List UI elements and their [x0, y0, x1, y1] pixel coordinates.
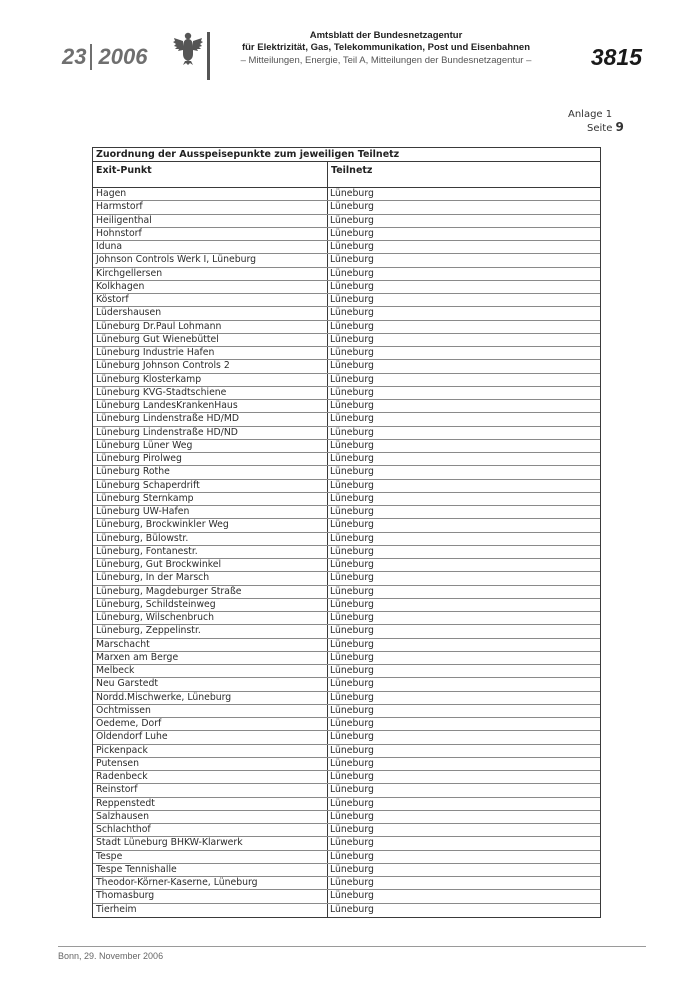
teilnetz-cell: Lüneburg — [330, 280, 374, 292]
exit-point-cell: Lüneburg, Magdeburger Straße — [93, 586, 328, 598]
table-row — [93, 586, 600, 599]
table-row — [93, 864, 600, 877]
table-row — [93, 360, 600, 373]
table-row — [93, 811, 600, 824]
exit-point-cell: Hagen — [93, 188, 328, 200]
teilnetz-cell: Lüneburg — [330, 757, 374, 769]
table-row — [93, 705, 600, 718]
page-number: 3815 — [590, 44, 642, 70]
exit-point-cell: Neu Garstedt — [93, 678, 328, 690]
table-row — [93, 877, 600, 890]
journal-title-line2: für Elektrizität, Gas, Telekommunikation, Post und Eisenbahnen — [241, 42, 531, 53]
teilnetz-cell: Lüneburg — [330, 479, 374, 491]
exit-point-cell: Lüneburg UW-Hafen — [93, 506, 328, 518]
teilnetz-cell: Lüneburg — [330, 797, 374, 809]
teilnetz-cell: Lüneburg — [330, 731, 374, 743]
teilnetz-cell: Lüneburg — [330, 519, 374, 531]
teilnetz-cell: Lüneburg — [330, 824, 374, 835]
teilnetz-cell: Lüneburg — [330, 665, 374, 676]
teilnetz-cell: Lüneburg — [330, 254, 374, 266]
table-row — [93, 678, 600, 691]
issue-year: 2006 — [98, 44, 148, 69]
teilnetz-cell: Lüneburg — [330, 691, 374, 703]
federal-eagle-icon — [172, 30, 204, 66]
teilnetz-cell: Lüneburg — [330, 506, 374, 517]
teilnetz-cell: Lüneburg — [330, 850, 374, 862]
exit-point-cell: Harmstorf — [93, 201, 328, 213]
table-row — [93, 599, 600, 612]
table-row — [93, 824, 600, 837]
table-row — [93, 625, 600, 638]
exit-point-cell: Lüneburg Industrie Hafen — [93, 347, 328, 359]
teilnetz-cell: Lüneburg — [330, 718, 374, 729]
issue-separator — [90, 44, 92, 70]
table-row — [93, 413, 600, 426]
table-row — [93, 572, 600, 585]
table-row — [93, 559, 600, 572]
teilnetz-cell: Lüneburg — [330, 492, 374, 504]
journal-title — [226, 30, 546, 67]
table-title: Zuordnung der Ausspeisepunkte zum jeweiligen Teilnetz — [93, 148, 600, 162]
table-row — [93, 228, 600, 241]
teilnetz-cell: Lüneburg — [330, 837, 374, 849]
table-row — [93, 665, 600, 678]
annex-page-label: Seite — [587, 123, 613, 134]
issue-number: 23 — [62, 44, 87, 69]
exit-point-cell: Lüneburg Gut Wienebüttel — [93, 334, 328, 346]
teilnetz-cell: Lüneburg — [330, 320, 374, 332]
table-row — [93, 294, 600, 307]
table-row — [93, 254, 600, 267]
teilnetz-cell: Lüneburg — [330, 625, 374, 637]
exit-point-cell: Ochtmissen — [93, 705, 328, 717]
exit-point-cell: Lüneburg Klosterkamp — [93, 374, 328, 386]
teilnetz-cell: Lüneburg — [330, 810, 374, 822]
table-row — [93, 784, 600, 797]
teilnetz-cell: Lüneburg — [330, 598, 374, 610]
exit-point-cell: Marxen am Berge — [93, 652, 328, 664]
table-row — [93, 533, 600, 546]
teilnetz-cell: Lüneburg — [330, 784, 374, 796]
teilnetz-cell: Lüneburg — [330, 678, 374, 690]
table-row — [93, 427, 600, 440]
exit-point-cell: Salzhausen — [93, 811, 328, 823]
exit-point-cell: Reinstorf — [93, 784, 328, 796]
table-row — [93, 493, 600, 506]
teilnetz-cell: Lüneburg — [330, 744, 374, 756]
table-row — [93, 546, 600, 559]
exit-point-cell: Kirchgellersen — [93, 268, 328, 280]
table-row — [93, 851, 600, 864]
table-row — [93, 453, 600, 466]
teilnetz-cell: Lüneburg — [330, 267, 374, 279]
exit-point-cell: Theodor-Körner-Kaserne, Lüneburg — [93, 877, 328, 889]
exit-point-cell: Lüneburg, In der Marsch — [93, 572, 328, 584]
table-row — [93, 334, 600, 347]
table-row — [93, 466, 600, 479]
table-row — [93, 307, 600, 320]
table-row — [93, 745, 600, 758]
teilnetz-cell: Lüneburg — [330, 638, 374, 650]
teilnetz-cell: Lüneburg — [330, 890, 374, 902]
exit-point-cell: Lüneburg, Wilschenbruch — [93, 612, 328, 624]
exit-point-cell: Tespe — [93, 851, 328, 863]
table-row — [93, 837, 600, 850]
teilnetz-cell: Lüneburg — [330, 903, 374, 915]
teilnetz-cell: Lüneburg — [330, 439, 374, 451]
exit-point-cell: Lüneburg Schaperdrift — [93, 480, 328, 492]
table-row — [93, 718, 600, 731]
exit-point-cell: Lüneburg Johnson Controls 2 — [93, 360, 328, 372]
table-row — [93, 321, 600, 334]
exit-point-cell: Lüneburg, Bülowstr. — [93, 533, 328, 545]
teilnetz-cell: Lüneburg — [330, 545, 374, 557]
exit-point-cell: Lüneburg Rothe — [93, 466, 328, 478]
teilnetz-cell: Lüneburg — [330, 347, 374, 358]
exit-point-cell: Oedeme, Dorf — [93, 718, 328, 730]
exit-point-cell: Nordd.Mischwerke, Lüneburg — [93, 692, 328, 704]
table-row — [93, 188, 600, 201]
teilnetz-cell: Lüneburg — [330, 227, 374, 239]
exit-point-cell: Hohnstorf — [93, 228, 328, 240]
exit-point-cell: Lüneburg Lindenstraße HD/ND — [93, 427, 328, 439]
exit-point-cell: Lüneburg LandesKrankenHaus — [93, 400, 328, 412]
exit-point-cell: Lüneburg Dr.Paul Lohmann — [93, 321, 328, 333]
teilnetz-cell: Lüneburg — [330, 612, 374, 623]
exit-point-cell: Iduna — [93, 241, 328, 253]
teilnetz-cell: Lüneburg — [330, 201, 374, 213]
teilnetz-cell: Lüneburg — [330, 294, 374, 305]
teilnetz-cell: Lüneburg — [330, 333, 374, 345]
table-row — [93, 904, 600, 917]
teilnetz-cell: Lüneburg — [330, 532, 374, 544]
teilnetz-cell: Lüneburg — [330, 214, 374, 226]
table-row — [93, 639, 600, 652]
table-header-row — [93, 162, 600, 188]
annex-label: Anlage 1 — [568, 109, 613, 120]
teilnetz-cell: Lüneburg — [330, 877, 374, 888]
exit-point-cell: Schlachthof — [93, 824, 328, 836]
table-row — [93, 771, 600, 784]
teilnetz-cell: Lüneburg — [330, 400, 374, 411]
teilnetz-cell: Lüneburg — [330, 413, 374, 425]
footer-divider — [58, 946, 646, 947]
table-row — [93, 731, 600, 744]
teilnetz-cell: Lüneburg — [330, 360, 374, 372]
table-row — [93, 400, 600, 413]
table-row — [93, 201, 600, 214]
exit-point-cell: Tierheim — [93, 904, 328, 917]
exit-point-cell: Köstorf — [93, 294, 328, 306]
exit-point-cell: Lüneburg Lindenstraße HD/MD — [93, 413, 328, 425]
exit-point-cell: Melbeck — [93, 665, 328, 677]
journal-title-line1: Amtsblatt der Bundesnetzagentur — [309, 30, 463, 41]
annex-mark — [568, 108, 624, 135]
table-row — [93, 506, 600, 519]
exit-point-cell: Lüneburg Lüner Weg — [93, 440, 328, 452]
table-row — [93, 281, 600, 294]
teilnetz-cell: Lüneburg — [330, 241, 374, 252]
exit-point-cell: Oldendorf Luhe — [93, 731, 328, 743]
exit-point-cell: Lüneburg, Schildsteinweg — [93, 599, 328, 611]
table-row — [93, 890, 600, 903]
table-row — [93, 480, 600, 493]
exit-point-cell: Marschacht — [93, 639, 328, 651]
exit-point-cell: Lüdershausen — [93, 307, 328, 319]
table-row — [93, 758, 600, 771]
exit-point-table — [92, 147, 601, 918]
header-divider — [207, 32, 210, 80]
teilnetz-cell: Lüneburg — [330, 386, 374, 398]
exit-point-cell: Lüneburg Sternkamp — [93, 493, 328, 505]
column-header-exit: Exit-Punkt — [93, 162, 328, 187]
exit-point-cell: Kolkhagen — [93, 281, 328, 293]
teilnetz-cell: Lüneburg — [330, 704, 374, 716]
table-row — [93, 387, 600, 400]
table-row — [93, 374, 600, 387]
exit-point-cell: Lüneburg, Zeppelinstr. — [93, 625, 328, 637]
table-row — [93, 692, 600, 705]
column-header-teilnetz: Teilnetz — [331, 165, 373, 176]
annex-page-number: 9 — [615, 120, 624, 134]
exit-point-cell: Reppenstedt — [93, 798, 328, 810]
table-body — [93, 188, 600, 917]
exit-point-cell: Putensen — [93, 758, 328, 770]
exit-point-cell: Thomasburg — [93, 890, 328, 902]
teilnetz-cell: Lüneburg — [330, 188, 374, 199]
teilnetz-cell: Lüneburg — [330, 453, 374, 464]
teilnetz-cell: Lüneburg — [330, 771, 374, 782]
teilnetz-cell: Lüneburg — [330, 572, 374, 584]
teilnetz-cell: Lüneburg — [330, 585, 374, 597]
exit-point-cell: Lüneburg KVG-Stadtschiene — [93, 387, 328, 399]
table-row — [93, 241, 600, 254]
table-row — [93, 215, 600, 228]
exit-point-cell: Heiligenthal — [93, 215, 328, 227]
exit-point-cell: Tespe Tennishalle — [93, 864, 328, 876]
table-row — [93, 519, 600, 532]
table-row — [93, 268, 600, 281]
teilnetz-cell: Lüneburg — [330, 559, 374, 570]
journal-subtitle: – Mitteilungen, Energie, Teil A, Mitteilungen der Bundesnetzagentur – — [240, 55, 532, 66]
issue-label — [62, 44, 147, 70]
exit-point-cell: Stadt Lüneburg BHKW-Klarwerk — [93, 837, 328, 849]
exit-point-cell: Lüneburg, Brockwinkler Weg — [93, 519, 328, 531]
exit-point-cell: Lüneburg, Fontanestr. — [93, 546, 328, 558]
teilnetz-cell: Lüneburg — [330, 426, 374, 438]
annex-page — [568, 121, 624, 135]
table-row — [93, 798, 600, 811]
exit-point-cell: Johnson Controls Werk I, Lüneburg — [93, 254, 328, 266]
table-row — [93, 652, 600, 665]
table-row — [93, 440, 600, 453]
teilnetz-cell: Lüneburg — [330, 466, 374, 478]
exit-point-cell: Radenbeck — [93, 771, 328, 783]
teilnetz-cell: Lüneburg — [330, 373, 374, 385]
table-row — [93, 612, 600, 625]
teilnetz-cell: Lüneburg — [330, 651, 374, 663]
table-row — [93, 347, 600, 360]
exit-point-cell: Pickenpack — [93, 745, 328, 757]
exit-point-cell: Lüneburg, Gut Brockwinkel — [93, 559, 328, 571]
teilnetz-cell: Lüneburg — [330, 307, 374, 319]
footer-date: Bonn, 29. November 2006 — [58, 951, 164, 961]
exit-point-cell: Lüneburg Pirolweg — [93, 453, 328, 465]
teilnetz-cell: Lüneburg — [330, 863, 374, 875]
